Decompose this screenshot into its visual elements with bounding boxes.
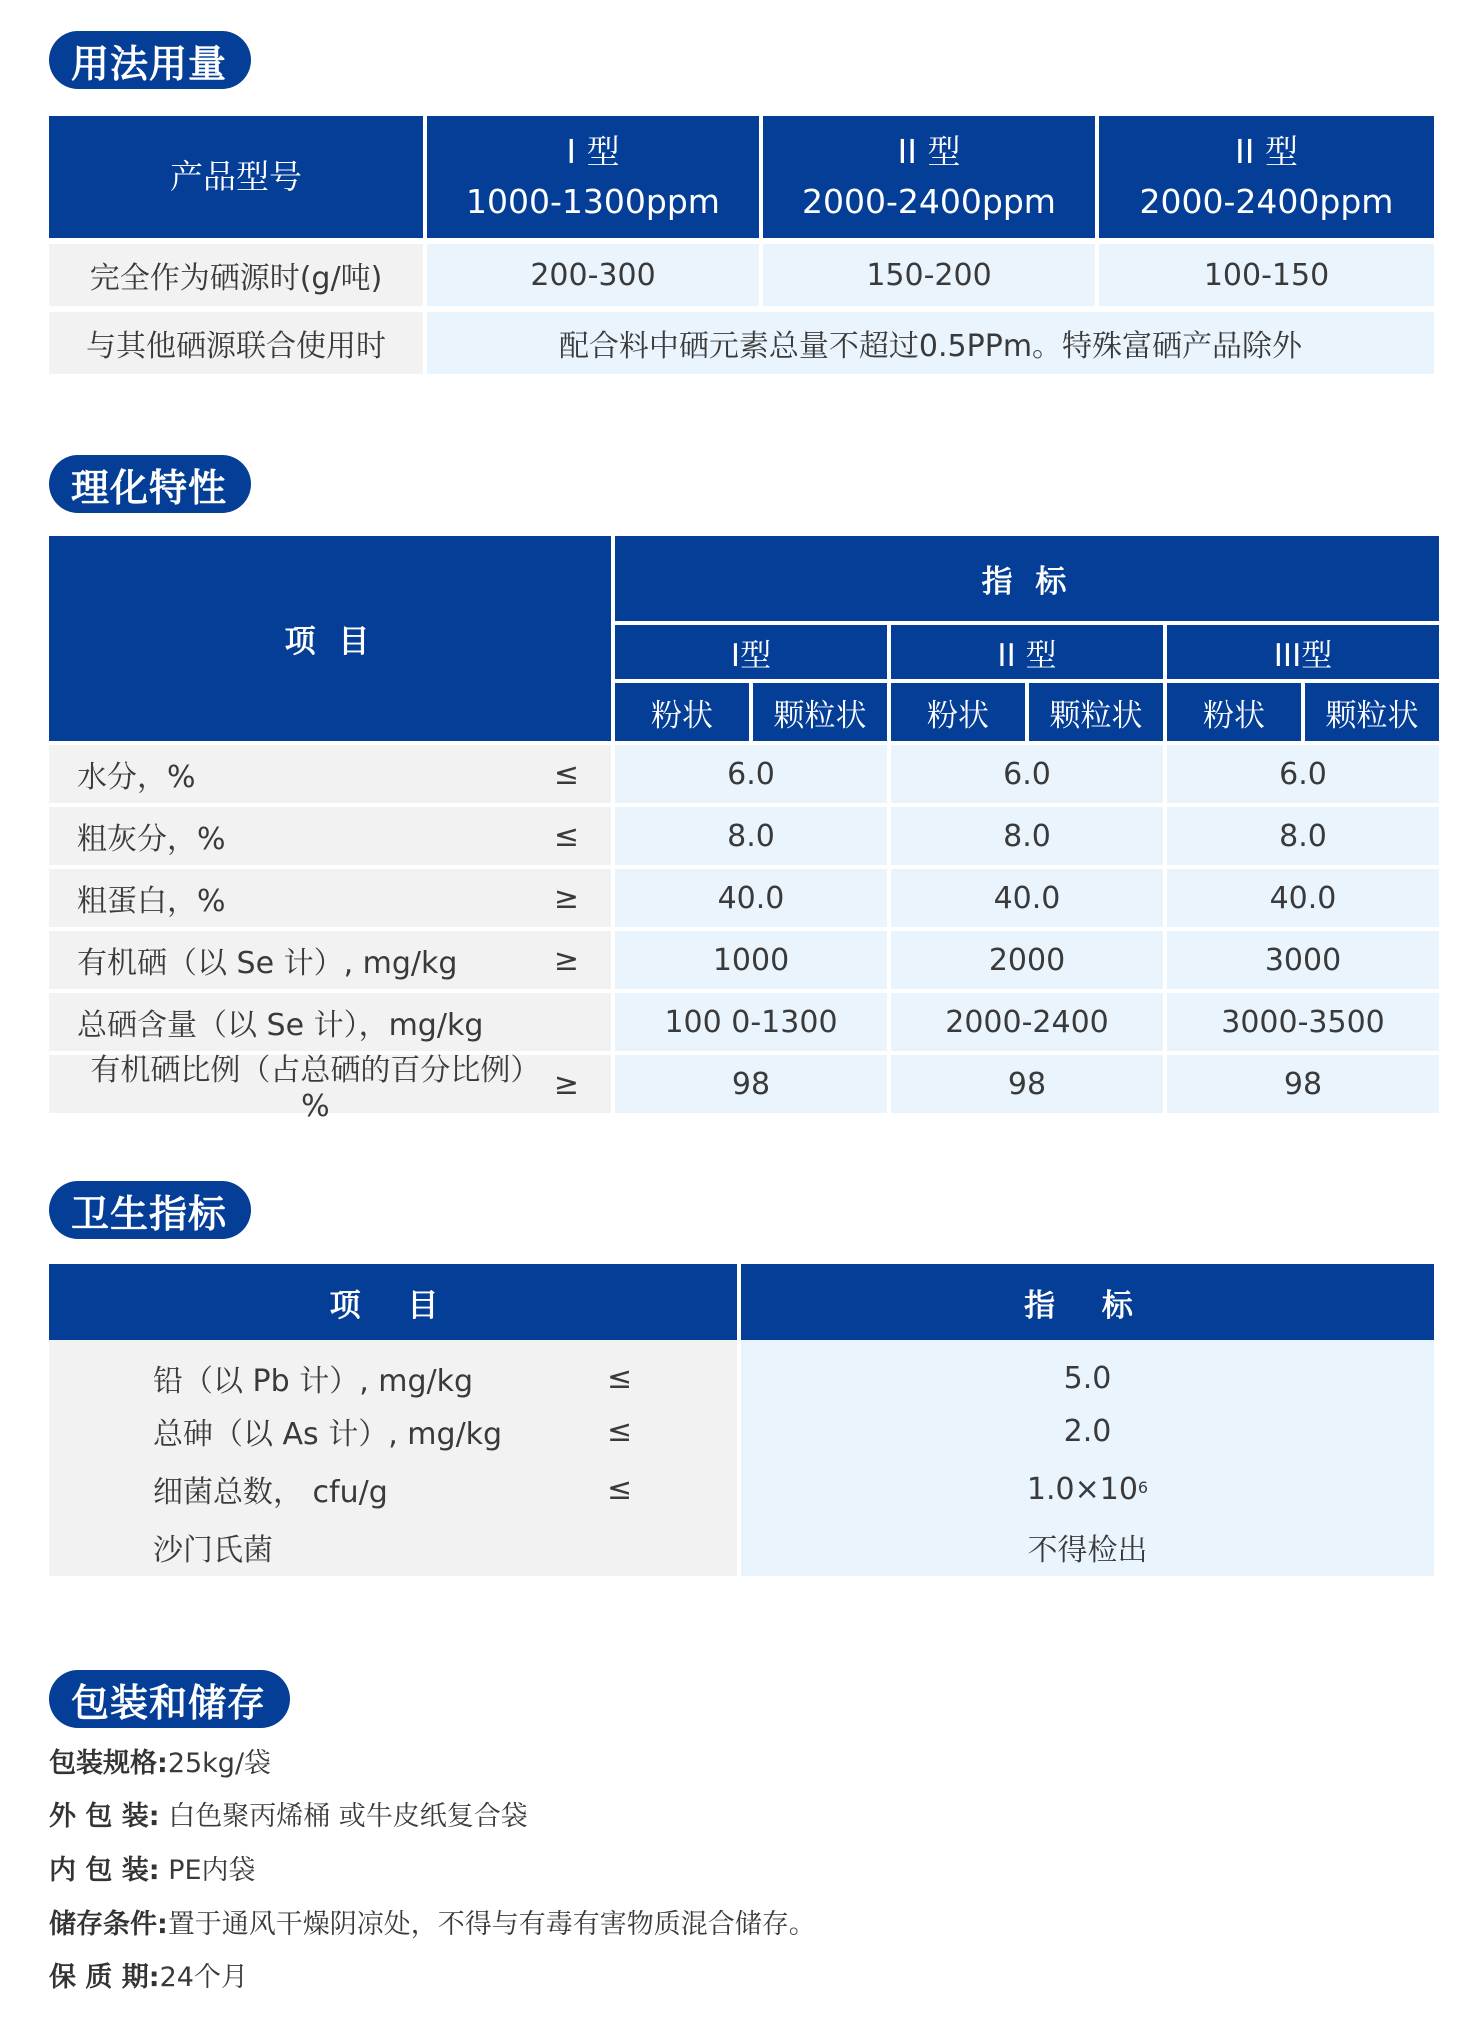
- comparison-symbol: ≥: [553, 1066, 579, 1102]
- comparison-symbol: ≤: [607, 1413, 633, 1449]
- type-header: [427, 116, 759, 238]
- type-header: [1099, 116, 1434, 238]
- cell-value: 40.0: [1167, 869, 1439, 927]
- exponent: 6: [1137, 1477, 1149, 1497]
- label-text: 总硒含量（以 Se 计），mg/kg: [77, 1008, 484, 1043]
- cell-value-merged: 配合料中硒元素总量不超过0.5PPm。特殊富硒产品除外: [427, 312, 1434, 374]
- packaging-value: PE内袋: [159, 1855, 256, 1886]
- type-header: III型: [1167, 625, 1439, 679]
- packaging-line: [49, 1905, 816, 1945]
- cell-value: 98: [615, 1055, 887, 1113]
- row-label: 与其他硒源联合使用时: [49, 312, 423, 374]
- cell-value: 8.0: [1167, 807, 1439, 865]
- packaging-key: 内 包 装:: [49, 1855, 160, 1886]
- cell-value: 8.0: [615, 807, 887, 865]
- label-text: 细菌总数， cfu/g: [153, 1475, 388, 1510]
- row-label: [49, 1460, 737, 1518]
- row-label: [49, 993, 611, 1051]
- packaging-line: [49, 1744, 271, 1784]
- packaging-line: [49, 1958, 248, 1998]
- cell-value: 2000: [891, 931, 1163, 989]
- packaging-value: 置于通风干燥阴凉处，不得与有毒有害物质混合储存。: [167, 1909, 816, 1940]
- row-label: [49, 1402, 737, 1460]
- label-text: 沙门氏菌: [153, 1533, 273, 1568]
- section-title-packaging: 包装和储存: [49, 1670, 290, 1728]
- comparison-symbol: ≤: [553, 818, 579, 854]
- row-label: [49, 931, 611, 989]
- type-name: II 型: [897, 132, 961, 171]
- cell-value: 100-150: [1099, 244, 1434, 306]
- type-header: [763, 116, 1095, 238]
- index-header: 指 标: [615, 536, 1439, 621]
- cell-value: 5.0: [741, 1340, 1434, 1402]
- item-header: 项 目: [49, 536, 611, 741]
- type-header: II 型: [891, 625, 1163, 679]
- hygiene-table: [49, 1264, 1434, 1592]
- type-name: II 型: [1235, 132, 1298, 171]
- cell-value: 40.0: [891, 869, 1163, 927]
- cell-value: 40.0: [615, 869, 887, 927]
- cell-value: 150-200: [763, 244, 1095, 306]
- label-text: 铅（以 Pb 计）, mg/kg: [153, 1364, 474, 1399]
- form-header: 颗粒状: [1305, 683, 1439, 741]
- packaging-line: [49, 1851, 256, 1891]
- type-range: 2000-2400ppm: [1139, 182, 1394, 221]
- packaging-key: 外 包 装:: [49, 1801, 160, 1832]
- cell-value: 6.0: [1167, 745, 1439, 803]
- comparison-symbol: ≥: [553, 942, 579, 978]
- cell-value: 3000: [1167, 931, 1439, 989]
- cell-value: 3000-3500: [1167, 993, 1439, 1051]
- cell-value: 98: [1167, 1055, 1439, 1113]
- label-text: 水分，%: [77, 760, 196, 795]
- cell-value: 8.0: [891, 807, 1163, 865]
- cell-value: 6.0: [615, 745, 887, 803]
- row-label: [49, 1052, 611, 1124]
- section-title-hygiene: 卫生指标: [49, 1181, 251, 1239]
- value-text: 1.0×10: [1026, 1471, 1138, 1507]
- packaging-key: 保 质 期:: [49, 1962, 160, 1993]
- cell-value: 6.0: [891, 745, 1163, 803]
- model-header: 产品型号: [49, 116, 423, 238]
- row-label: 完全作为硒源时(g/吨): [49, 244, 423, 306]
- cell-value: 2.0: [741, 1402, 1434, 1460]
- usage-table: [49, 116, 1434, 374]
- cell-value: 200-300: [427, 244, 759, 306]
- form-header: 粉状: [1167, 683, 1301, 741]
- item-header: 项 目: [49, 1264, 737, 1340]
- packaging-value: 白色聚丙烯桶 或牛皮纸复合袋: [159, 1801, 528, 1832]
- type-header: I型: [615, 625, 887, 679]
- form-header: 颗粒状: [753, 683, 887, 741]
- row-label: [49, 745, 611, 803]
- cell-value: 100 0-1300: [615, 993, 887, 1051]
- comparison-symbol: ≤: [607, 1360, 633, 1396]
- label-text: 粗灰分，%: [77, 822, 226, 857]
- type-name: I 型: [566, 132, 620, 171]
- label-text: 粗蛋白，%: [77, 884, 226, 919]
- type-range: 1000-1300ppm: [466, 182, 720, 221]
- packaging-key: 储存条件:: [49, 1909, 168, 1940]
- section-title-usage: 用法用量: [49, 31, 251, 89]
- cell-value: 不得检出: [741, 1518, 1434, 1576]
- type-range: 2000-2400ppm: [802, 182, 1056, 221]
- label-text: 有机硒比例（占总硒的百分比例）%: [90, 1052, 541, 1124]
- physchem-table: [49, 536, 1431, 1124]
- comparison-symbol: ≥: [553, 880, 579, 916]
- form-header: 粉状: [891, 683, 1025, 741]
- form-header: 粉状: [615, 683, 749, 741]
- comparison-symbol: ≤: [607, 1471, 633, 1507]
- row-label: [49, 1340, 737, 1402]
- row-label: [49, 807, 611, 865]
- packaging-key: 包装规格:: [49, 1748, 168, 1779]
- packaging-value: 24个月: [159, 1962, 248, 1993]
- comparison-symbol: ≤: [553, 756, 579, 792]
- index-header: 指 标: [741, 1264, 1434, 1340]
- section-title-physchem: 理化特性: [49, 455, 251, 513]
- packaging-line: [49, 1797, 528, 1837]
- cell-value: 98: [891, 1055, 1163, 1113]
- cell-value: [741, 1460, 1434, 1518]
- row-label: [49, 1518, 737, 1576]
- packaging-value: 25kg/袋: [167, 1748, 272, 1779]
- cell-value: 2000-2400: [891, 993, 1163, 1051]
- form-header: 颗粒状: [1029, 683, 1163, 741]
- row-label: [49, 869, 611, 927]
- label-text: 有机硒（以 Se 计）, mg/kg: [77, 946, 458, 981]
- label-text: 总砷（以 As 计）, mg/kg: [153, 1417, 503, 1452]
- cell-value: 1000: [615, 931, 887, 989]
